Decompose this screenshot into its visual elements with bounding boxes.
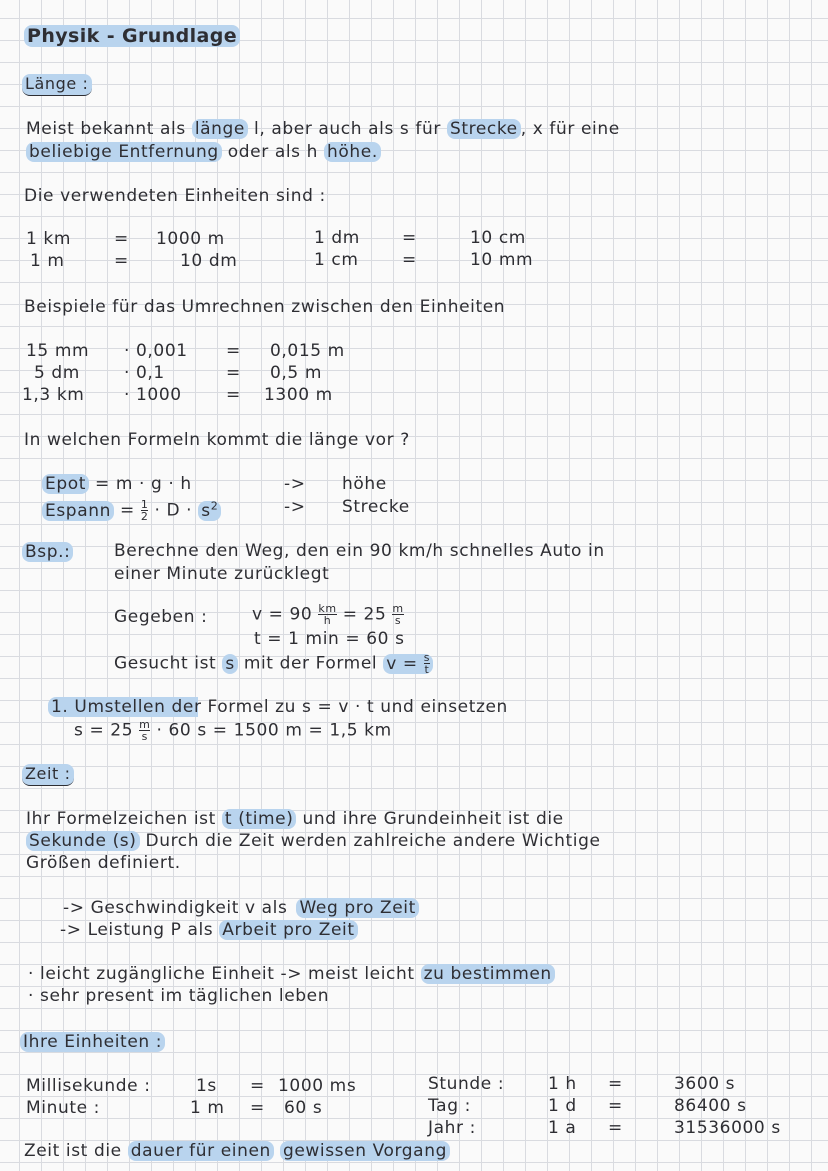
unit-lhs: 1 m [30, 251, 65, 271]
time-unit-eq: = [608, 1074, 623, 1094]
unit-eq: = [402, 250, 417, 270]
bsp-line-1: Berechne den Weg, den ein 90 km/h schnelles Auto in [114, 541, 605, 561]
time-unit-rhs: 3600 s [674, 1074, 736, 1094]
unit-rhs: 10 cm [470, 228, 526, 248]
zeit-line-2: Sekunde (s) Durch die Zeit werden zahlreiche andere Wichtige [26, 831, 601, 851]
step-calc: s = 25 $\frac{m}{s}$ · 60 s = 1500 m = 1,5 km [74, 718, 392, 743]
bullet-1: · leicht zugängliche Einheit -> meist leicht zu bestimmen [28, 964, 555, 984]
time-unit-eq: = [608, 1096, 623, 1116]
time-unit-rhs: 60 s [284, 1098, 323, 1118]
page-title: Physik - Grundlage [24, 26, 240, 46]
unit-eq: = [402, 228, 417, 248]
example-a: 1,3 km [22, 385, 85, 405]
time-unit-eq: = [608, 1118, 623, 1138]
time-unit-rhs: 86400 s [674, 1096, 747, 1116]
time-unit-name: Stunde : [428, 1074, 505, 1094]
time-unit-lhs: 1 h [548, 1074, 577, 1094]
units-intro: Die verwendeten Einheiten sind : [24, 186, 326, 206]
time-unit-rhs: 1000 ms [278, 1076, 357, 1096]
units-heading-zeit: Ihre Einheiten : [20, 1032, 165, 1052]
example-c: 0,5 m [270, 363, 322, 383]
bullet-2: · sehr present im täglichen leben [28, 986, 330, 1006]
unit-rhs: 10 mm [470, 250, 534, 270]
example-b: 0,1 [136, 363, 165, 383]
given-t: t = 1 min = 60 s [254, 629, 405, 649]
unit-rhs: 1000 m [156, 229, 225, 249]
laenge-intro-line-2: beliebige Entfernung oder als h höhe. [26, 142, 381, 162]
example-a: 5 dm [34, 363, 80, 383]
example-op: · [124, 363, 131, 383]
formula-note: höhe [342, 474, 387, 494]
closing-line: Zeit ist die dauer für einen gewissen Vorgang [24, 1141, 450, 1161]
examples-intro: Beispiele für das Umrechnen zwischen den Einheiten [24, 297, 506, 317]
time-unit-lhs: 1 d [548, 1096, 577, 1116]
section-heading-laenge: Länge : [22, 74, 92, 94]
time-unit-name: Millisekunde : [26, 1076, 151, 1096]
formulas-intro: In welchen Formeln kommt die länge vor ? [24, 430, 410, 450]
formula-epot: Epot = m · g · h [42, 474, 192, 494]
example-op: · [124, 385, 131, 405]
example-b: 1000 [136, 385, 182, 405]
time-unit-lhs: 1 a [548, 1118, 577, 1138]
formula-note: Strecke [342, 497, 410, 517]
time-unit-name: Jahr : [428, 1118, 476, 1138]
given-label: Gegeben : [114, 607, 208, 627]
zeit-line-3: Größen definiert. [26, 853, 181, 873]
fraction: $\frac{1}{2}$ [140, 498, 149, 524]
fraction: $\frac{s}{t}$ [423, 651, 431, 676]
example-eq: = [226, 341, 241, 361]
fraction: $\frac{m}{s}$ [139, 718, 151, 743]
example-c: 1300 m [264, 385, 333, 405]
example-eq: = [226, 385, 241, 405]
time-unit-eq: = [250, 1076, 265, 1096]
section-heading-zeit: Zeit : [22, 764, 74, 784]
fraction: $\frac{m}{s}$ [392, 602, 404, 627]
time-unit-name: Minute : [26, 1098, 100, 1118]
step-1: 1. Umstellen der Formel zu s = v · t und einsetzen [48, 697, 511, 717]
time-unit-name: Tag : [428, 1096, 471, 1116]
time-unit-lhs: 1s [196, 1076, 217, 1096]
unit-eq: = [114, 229, 129, 249]
time-unit-lhs: 1 m [190, 1098, 225, 1118]
arrow-icon: -> [284, 497, 306, 517]
sought-line: Gesucht ist s mit der Formel v = $\frac{s}{t}$ [114, 652, 433, 675]
example-a: 15 mm [26, 341, 90, 361]
unit-lhs: 1 km [26, 229, 72, 249]
unit-lhs: 1 dm [314, 228, 360, 248]
example-c: 0,015 m [270, 341, 345, 361]
bsp-label: Bsp.: [22, 542, 73, 562]
fraction: $\frac{km}{h}$ [318, 602, 337, 627]
example-eq: = [226, 363, 241, 383]
formula-espann: Espann = $\frac{1}{2}$ · $D \cdot s^2$ [42, 496, 221, 522]
time-unit-eq: = [250, 1098, 265, 1118]
laenge-intro-line-1: Meist bekannt als länge l, aber auch als s für Strecke , x für eine [26, 119, 620, 139]
zeit-line-1: Ihr Formelzeichen ist t (time) und ihre Grundeinheit ist die [26, 809, 564, 829]
definition-2: -> Leistung P als Arbeit pro Zeit [60, 920, 358, 940]
example-op: · [124, 341, 131, 361]
definition-1: -> Geschwindigkeit v als Weg pro Zeit [60, 898, 419, 918]
time-unit-rhs: 31536000 s [674, 1118, 781, 1138]
arrow-icon: -> [284, 474, 306, 494]
unit-eq: = [114, 251, 129, 271]
given-v: v = 90 $\frac{km}{h}$ = 25 $\frac{m}{s}$ [252, 602, 404, 627]
unit-rhs: 10 dm [180, 251, 238, 271]
unit-lhs: 1 cm [314, 250, 359, 270]
example-b: 0,001 [136, 341, 188, 361]
bsp-line-2: einer Minute zurücklegt [114, 564, 330, 584]
